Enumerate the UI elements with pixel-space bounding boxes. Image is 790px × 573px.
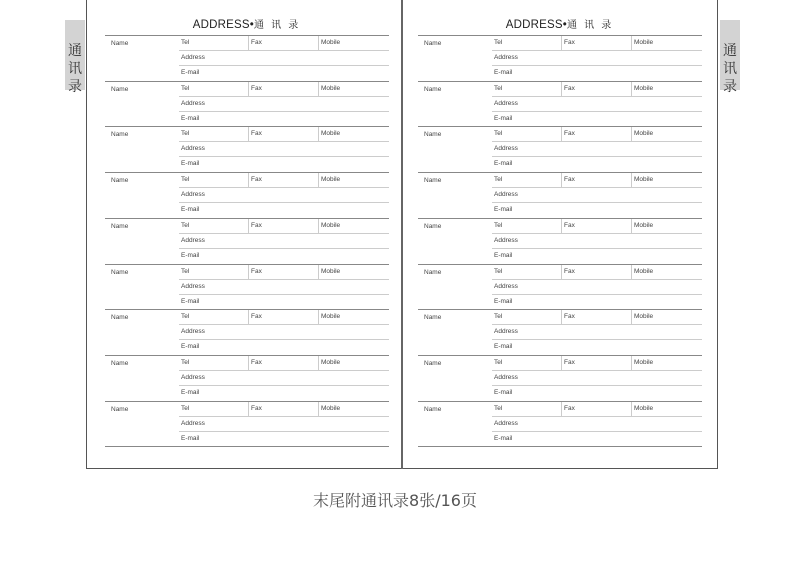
column-divider [318,173,319,187]
fax-label: Fax [251,176,262,184]
row-line [492,385,702,386]
tel-label: Tel [181,313,190,321]
column-divider [631,36,632,50]
tel-label: Tel [181,84,190,92]
column-divider [318,356,319,370]
address-label: Address [181,419,205,427]
row-line [492,431,702,432]
address-entry [105,81,389,127]
address-entry [418,264,702,310]
name-label: Name [111,40,129,47]
address-entry [105,309,389,355]
tel-label: Tel [494,176,503,184]
fax-label: Fax [251,313,262,321]
column-divider [631,402,632,416]
row-line [179,233,389,234]
row-line [179,339,389,340]
title-sep: • [249,19,254,31]
mobile-label: Mobile [321,130,341,138]
mobile-label: Mobile [634,221,654,229]
column-divider [561,265,562,279]
tel-label: Tel [181,130,190,138]
entry-divider [418,81,702,82]
column-divider [318,219,319,233]
row-line [179,50,389,51]
entry-divider [105,35,389,36]
address-label: Address [494,99,518,107]
name-label: Name [424,314,442,322]
address-book-tab-right [720,20,740,95]
address-label: Address [181,373,205,381]
column-divider [561,356,562,370]
row-line [179,248,389,249]
row-line [492,233,702,234]
entry-divider [418,218,702,219]
email-label: E-mail [181,434,200,442]
email-label: E-mail [181,251,200,259]
address-label: Address [181,145,205,153]
email-label: E-mail [494,297,513,305]
row-line [179,431,389,432]
column-divider [318,127,319,141]
fax-label: Fax [251,84,262,92]
mobile-label: Mobile [321,221,341,229]
row-line [492,416,702,417]
row-line [492,324,702,325]
name-label: Name [111,268,129,276]
email-label: E-mail [181,206,200,214]
row-line [179,279,389,280]
row-line [179,141,389,142]
email-label: E-mail [494,388,513,396]
title-zh: 通 讯 录 [253,20,301,31]
fax-label: Fax [564,130,575,138]
fax-label: Fax [564,267,575,275]
entry-divider [418,355,702,356]
tab-char: 讯 [68,61,82,77]
row-line [179,96,389,97]
fax-label: Fax [251,267,262,275]
entry-divider [105,401,389,402]
column-divider [248,356,249,370]
column-divider [561,127,562,141]
column-divider [561,402,562,416]
entry-divider [105,172,389,173]
row-line [492,111,702,112]
column-divider [318,402,319,416]
name-label: Name [111,85,129,93]
tel-label: Tel [181,404,190,412]
title-en: ADDRESS [192,19,250,31]
address-label: Address [181,54,205,61]
address-entry [418,126,702,172]
entry-divider [418,126,702,127]
address-book-tab-left [65,20,85,95]
email-label: E-mail [181,343,200,351]
name-label: Name [424,359,442,367]
address-label: Address [494,328,518,336]
mobile-label: Mobile [634,404,654,412]
column-divider [248,82,249,96]
column-divider [318,265,319,279]
mobile-label: Mobile [634,176,654,184]
name-label: Name [111,177,129,185]
address-label: Address [494,236,518,244]
row-line [492,187,702,188]
entry-divider [105,446,389,447]
entry-divider [418,35,702,36]
name-label: Name [424,40,442,47]
email-label: E-mail [494,69,513,76]
row-line [492,370,702,371]
mobile-label: Mobile [634,130,654,138]
row-line [492,202,702,203]
address-entry [105,264,389,310]
address-label: Address [494,191,518,199]
name-label: Name [424,405,442,413]
tel-label: Tel [494,358,503,366]
address-label: Address [181,282,205,290]
column-divider [631,356,632,370]
address-entry [105,172,389,218]
fax-label: Fax [564,39,575,46]
fax-label: Fax [564,221,575,229]
address-entry [418,81,702,127]
title-en: ADDRESS [505,19,563,31]
row-line [492,248,702,249]
mobile-label: Mobile [321,84,341,92]
entry-divider [105,81,389,82]
address-label: Address [494,419,518,427]
fax-label: Fax [251,358,262,366]
mobile-label: Mobile [321,358,341,366]
tab-char: 录 [723,79,737,95]
column-divider [561,310,562,324]
fax-label: Fax [564,176,575,184]
entry-divider [418,446,702,447]
row-line [492,65,702,66]
row-line [179,156,389,157]
mobile-label: Mobile [634,267,654,275]
column-divider [561,36,562,50]
address-label: Address [181,99,205,107]
row-line [179,416,389,417]
address-label: Address [494,282,518,290]
name-label: Name [111,314,129,322]
column-divider [248,127,249,141]
column-divider [561,173,562,187]
email-label: E-mail [181,297,200,305]
tel-label: Tel [181,39,190,46]
row-line [179,187,389,188]
mobile-label: Mobile [634,358,654,366]
entry-divider [105,264,389,265]
fax-label: Fax [564,358,575,366]
tab-char: 讯 [723,61,737,77]
email-label: E-mail [494,251,513,259]
right-page [418,0,718,469]
row-line [492,141,702,142]
row-line [492,294,702,295]
address-entry [418,35,702,81]
row-line [492,339,702,340]
column-divider [561,219,562,233]
row-line [492,50,702,51]
fax-label: Fax [251,404,262,412]
address-label: Address [494,54,518,61]
tab-char: 通 [68,43,82,59]
email-label: E-mail [181,160,200,168]
title-zh: 通 讯 录 [566,20,614,31]
entry-divider [105,309,389,310]
row-line [492,279,702,280]
row-line [492,156,702,157]
page-title [418,16,701,31]
email-label: E-mail [494,343,513,351]
column-divider [631,265,632,279]
address-label: Address [494,373,518,381]
column-divider [318,310,319,324]
left-page [105,0,405,469]
mobile-label: Mobile [321,39,341,46]
column-divider [631,173,632,187]
name-label: Name [111,131,129,139]
address-entry [418,401,702,447]
tel-label: Tel [494,221,503,229]
address-entry [105,126,389,172]
tab-char: 通 [723,43,737,59]
fax-label: Fax [251,130,262,138]
tel-label: Tel [494,39,503,46]
entry-divider [105,126,389,127]
email-label: E-mail [181,69,200,76]
address-entry [418,309,702,355]
email-label: E-mail [494,114,513,122]
tel-label: Tel [181,358,190,366]
tel-label: Tel [494,84,503,92]
email-label: E-mail [181,388,200,396]
column-divider [248,402,249,416]
mobile-label: Mobile [321,313,341,321]
email-label: E-mail [494,160,513,168]
tel-label: Tel [494,267,503,275]
mobile-label: Mobile [634,84,654,92]
page-title [105,16,388,31]
column-divider [631,82,632,96]
mobile-label: Mobile [321,267,341,275]
name-label: Name [111,359,129,367]
entry-divider [418,309,702,310]
row-line [179,65,389,66]
column-divider [248,265,249,279]
column-divider [248,173,249,187]
column-divider [631,310,632,324]
tel-label: Tel [181,221,190,229]
name-label: Name [424,268,442,276]
address-entry [418,218,702,264]
mobile-label: Mobile [634,313,654,321]
address-entry [418,172,702,218]
row-line [179,370,389,371]
fax-label: Fax [251,39,262,46]
fax-label: Fax [251,221,262,229]
address-label: Address [181,328,205,336]
entry-divider [418,401,702,402]
fax-label: Fax [564,313,575,321]
row-line [179,294,389,295]
name-label: Name [111,405,129,413]
email-label: E-mail [494,206,513,214]
column-divider [631,127,632,141]
column-divider [248,36,249,50]
fax-label: Fax [564,404,575,412]
column-divider [561,82,562,96]
column-divider [318,36,319,50]
address-entry [418,355,702,401]
name-label: Name [111,222,129,230]
entry-divider [105,355,389,356]
row-line [179,385,389,386]
row-line [179,111,389,112]
address-label: Address [181,191,205,199]
name-label: Name [424,222,442,230]
tel-label: Tel [494,130,503,138]
column-divider [248,219,249,233]
row-line [179,324,389,325]
entry-divider [418,172,702,173]
address-entry [105,401,389,447]
email-label: E-mail [181,114,200,122]
row-line [179,202,389,203]
column-divider [631,219,632,233]
tel-label: Tel [494,404,503,412]
column-divider [248,310,249,324]
name-label: Name [424,177,442,185]
mobile-label: Mobile [321,404,341,412]
entry-divider [418,264,702,265]
title-sep: • [562,19,567,31]
address-entry [105,355,389,401]
fax-label: Fax [564,84,575,92]
tel-label: Tel [494,313,503,321]
mobile-label: Mobile [321,176,341,184]
tel-label: Tel [181,267,190,275]
column-divider [318,82,319,96]
email-label: E-mail [494,434,513,442]
address-entry [105,218,389,264]
name-label: Name [424,85,442,93]
address-label: Address [494,145,518,153]
row-line [492,96,702,97]
tel-label: Tel [181,176,190,184]
mobile-label: Mobile [634,39,654,46]
tab-char: 录 [68,79,82,95]
entry-divider [105,218,389,219]
name-label: Name [424,131,442,139]
product-caption: 末尾附通讯录8张/16页 [313,491,477,510]
address-entry [105,35,389,81]
address-label: Address [181,236,205,244]
